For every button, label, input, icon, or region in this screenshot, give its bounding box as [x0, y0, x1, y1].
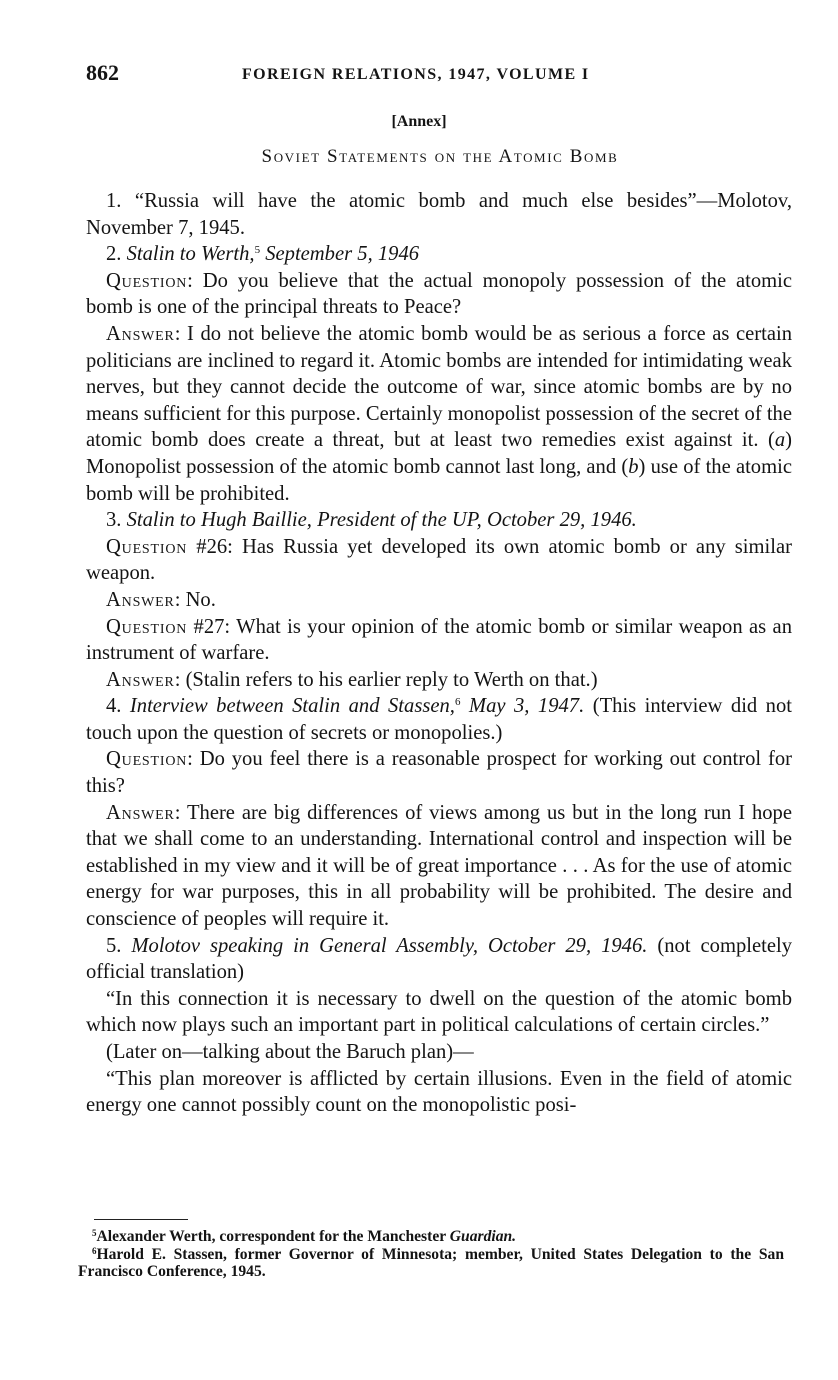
statement-4-note: (This interview did not touch upon the question of secrets or monopolies.): [86, 695, 792, 744]
document-body: [86, 188, 792, 1119]
statement-3-heading: [86, 507, 792, 534]
answer-label: Answer: [106, 668, 175, 691]
question-text: Has Russia yet developed its own atomic bomb or any similar weapon.: [86, 535, 792, 585]
statement-5-source: Molotov speaking in General Assembly, October 29, 1946.: [131, 934, 648, 957]
footnote-6-text: Harold E. Stassen, former Governor of Minnesota; member, United States Delegation to the San Francisco Conference, 1945.: [78, 1245, 784, 1281]
quote-2-text: “This plan moreover is afflicted by certain illusions. Even in the field of atomic energy one cannot possibly count on the monopolistic posi-: [86, 1067, 792, 1117]
running-header: [86, 60, 788, 90]
section-title: Soviet Statements on the Atomic Bomb: [261, 146, 619, 167]
answer-label: Answer: [106, 801, 175, 824]
statement-2-number: 2.: [106, 243, 127, 266]
footnote-5-mark: 5: [92, 1228, 97, 1238]
footnote-6: [78, 1246, 784, 1281]
later-note-text: (Later on—talking about the Baruch plan)—: [106, 1041, 474, 1063]
statement-3-source: Stalin to Hugh Baillie, President of the UP, October 29, 1946.: [126, 509, 637, 532]
annex-label: [Annex]: [391, 113, 447, 130]
question-separator: :: [187, 269, 203, 292]
item-a-text: Monopolist possession of the atomic bomb cannot last long, and: [86, 455, 617, 478]
footnote-5-text: Alexander Werth, correspondent for the Manchester: [96, 1228, 450, 1245]
answer-separator: :: [174, 801, 187, 824]
answer-text: No.: [185, 588, 216, 611]
quote-2: [86, 1066, 792, 1119]
footnote-6-mark: 6: [92, 1245, 97, 1256]
page-number: 862: [86, 60, 119, 85]
quote-1-text: “In this connection it is necessary to dwell on the question of the atomic bomb which now plays such an important part in political calculations of certain circles.”: [86, 987, 792, 1037]
statement-5-note: (not completely official translation): [86, 934, 793, 984]
statement-4-heading: [86, 693, 792, 746]
question-text: Do you feel there is a reasonable prospect for working out control for this?: [86, 748, 793, 798]
question-separator: #26:: [187, 535, 243, 558]
question-text: Do you believe that the actual monopoly possession of the atomic bomb is one of the principal threats to Peace?: [86, 269, 792, 319]
statement-2-source: Stalin to Werth,: [126, 243, 255, 266]
answer-text: I do not believe the atomic bomb would be as serious a force as certain politicians are inclined to regard it. Atomic bombs are intended for intimidating weak nerves, but they cannot decide the outcome of war, since atomic bombs are by no means sufficient for this purpose. Certainly monopolist possession of the secret of the atomic bomb does create a threat, but at least two remedies exist against it.: [86, 322, 792, 452]
question-label: Question: [106, 535, 188, 558]
question-label: Question: [106, 615, 188, 638]
statement-1-text: 1. “Russia will have the atomic bomb and much else besides”—Molotov, November 7, 1945.: [86, 190, 792, 239]
footnote-ref-6: 6: [454, 696, 461, 709]
statement-3-number: 3.: [106, 509, 127, 532]
item-a-mark: a: [774, 429, 786, 452]
statement-1: [86, 188, 792, 241]
question-separator: #27:: [187, 615, 237, 638]
answer-label: Answer: [106, 322, 175, 345]
statement-2-date: September 5, 1946: [260, 243, 420, 266]
footnote-5: [78, 1228, 784, 1246]
answer-separator: :: [174, 588, 186, 611]
statement-4-number: 4.: [106, 695, 130, 718]
footnote-5-italic: Guardian.: [449, 1228, 517, 1245]
question-label: Question: [106, 748, 188, 771]
quote-1: [86, 986, 792, 1039]
answer-text: (Stalin refers to his earlier reply to Werth on that.): [185, 668, 598, 691]
statement-5-number: 5.: [106, 934, 132, 957]
answer-26: [86, 587, 792, 614]
running-title: FOREIGN RELATIONS, 1947, VOLUME I: [242, 66, 590, 83]
footnote-divider: [94, 1219, 188, 1220]
later-note: [86, 1039, 792, 1066]
question-text: What is your opinion of the atomic bomb or similar weapon as an instrument of warfare.: [86, 615, 792, 665]
answer-27: [86, 667, 792, 694]
statement-4-date: May 3, 1947.: [460, 695, 585, 718]
statement-5-heading: [86, 933, 792, 986]
question-27: [86, 614, 792, 667]
question-1: [86, 268, 792, 321]
footnote-ref-5: 5: [254, 244, 261, 257]
footnotes: [78, 1228, 784, 1281]
statement-2-heading: [86, 241, 792, 268]
answer-text: There are big differences of views among us but in the long run I hope that we shall come to an understanding. International control and inspection will be established in my view and it will be of great importance . . . As for the use of atomic energy for war purposes, this in all probability will be prohibited. The desire and conscience of peoples will require it.: [86, 801, 792, 931]
answer-4: [86, 800, 792, 933]
question-label: Question: [106, 269, 188, 292]
question-4: [86, 746, 792, 799]
item-b-mark: b: [628, 455, 639, 478]
answer-1: Answer: I do not believe the atomic bomb would be as serious a force as certain politicians are inclined to regard it. Atomic bombs are intended for intimidating weak nerves, but they cannot decide the outcome of war, since atomic bombs are by no means sufficient for this purpose. Certainly monopolist possession of the secret of the atomic bomb does create a threat, but at least two remedies exist against it. (a) Monopolist possession of the atomic bomb cannot last long, and (b) use of the atomic bomb will be prohibited.: [86, 322, 792, 505]
answer-label: Answer: [106, 588, 175, 611]
question-separator: :: [187, 748, 200, 771]
question-26: [86, 534, 792, 587]
answer-separator: :: [174, 668, 186, 691]
item-b-text: use of the atomic bomb will be prohibited.: [86, 455, 792, 505]
statement-4-source: Interview between Stalin and Stassen,: [129, 695, 455, 718]
answer-separator: :: [174, 322, 188, 345]
